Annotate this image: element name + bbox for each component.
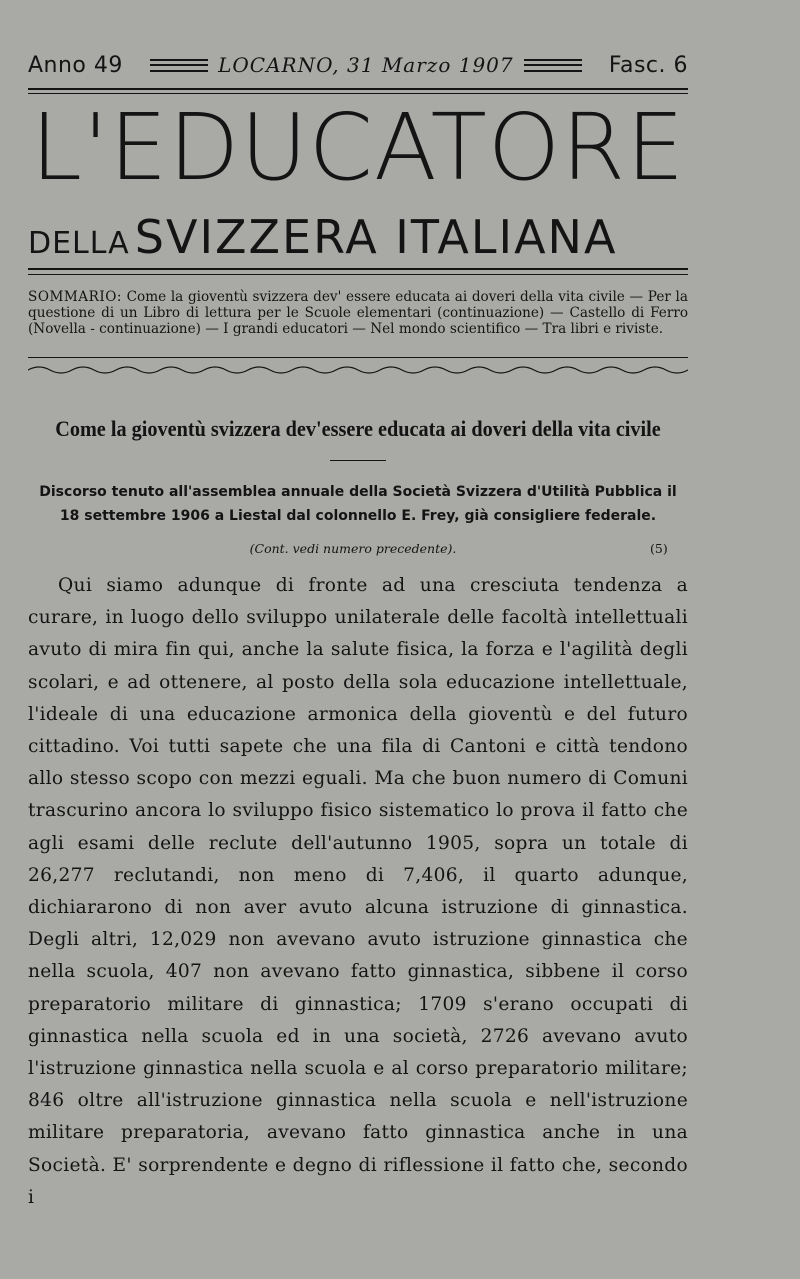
issue-fascicle: Fasc. 6 bbox=[608, 52, 688, 78]
triple-rule-ornament bbox=[150, 59, 208, 72]
masthead bbox=[28, 50, 688, 80]
sommario-label: SOMMARIO: bbox=[28, 289, 122, 305]
journal-subtitle bbox=[28, 207, 688, 267]
article-title: Come la gioventù svizzera dev'essere educata ai doveri della vita civile bbox=[55, 416, 661, 441]
contents-rule bbox=[28, 357, 688, 358]
masthead-center bbox=[140, 53, 592, 77]
title-rule bbox=[28, 268, 688, 270]
title-rule-thin bbox=[28, 274, 688, 275]
sommario-text: Come la gioventù svizzera dev' essere educata ai doveri della vita civile — Per la questione di un Libro di lettura per le Scuole elementari (continuazione) — Castello di Ferro (Novella - continuazione) — I grandi educatori — Nel mondo scientifico — Tra libri e riviste. bbox=[28, 289, 688, 337]
header-rule bbox=[28, 88, 688, 90]
issue-year: Anno 49 bbox=[28, 52, 123, 78]
installment-number: (5) bbox=[650, 541, 668, 556]
table-of-contents bbox=[28, 289, 688, 337]
article-subtitle: Discorso tenuto all'assemblea annuale della Società Svizzera d'Utilità Pubblica il 18 settembre 1906 a Liestal dal colonnello E. Frey, già consigliere federale. bbox=[39, 484, 677, 524]
subtitle-della: DELLA bbox=[28, 226, 130, 261]
place-date: LOCARNO, 31 Marzo 1907 bbox=[218, 53, 514, 77]
wavy-divider bbox=[28, 360, 688, 380]
continuation-note: (Cont. vedi numero precedente). bbox=[249, 541, 457, 556]
journal-title: L'EDUCATORE bbox=[30, 94, 686, 201]
title-separator bbox=[330, 460, 386, 461]
triple-rule-ornament bbox=[524, 59, 582, 72]
subtitle-svizzera-italiana: SVIZZERA ITALIANA bbox=[134, 210, 618, 264]
article-body: Qui siamo adunque di fronte ad una cresciuta tendenza a curare, in luogo dello sviluppo unilaterale delle facoltà intellettuali avuto di mira fin qui, anche la salute fisica, la forza e l'agilità degli scolari, e ad ottenere, al posto della sola educazione intellettuale, l'ideale di una educazione armonica della gioventù e del futuro cittadino. Voi tutti sapete che una fila di Cantoni e città tendono allo stesso scopo con mezzi eguali. Ma che buon numero di Comuni trascurino ancora lo sviluppo fisico sistematico lo prova il fatto che agli esami delle reclute dell'autunno 1905, sopra un totale di 26,277 reclutandi, non meno di 7,406, il quarto adunque, dichiararono di non aver avuto alcuna istruzione di ginnastica. Degli altri, 12,029 non avevano avuto istruzione ginnastica che nella scuola, 407 non avevano fatto ginnastica, sibbene il corso preparatorio militare di ginnastica; 1709 s'erano occupati di ginnastica nella scuola ed in una società, 2726 avevano avuto l'istruzione ginnastica nella scuola e al corso preparatorio militare; 846 oltre all'istruzione ginnastica nella scuola e nell'istruzione militare preparatoria, avevano fatto ginnastica anche in una Società. E' sorprendente e degno di riflessione il fatto che, secondo i bbox=[28, 575, 688, 1208]
